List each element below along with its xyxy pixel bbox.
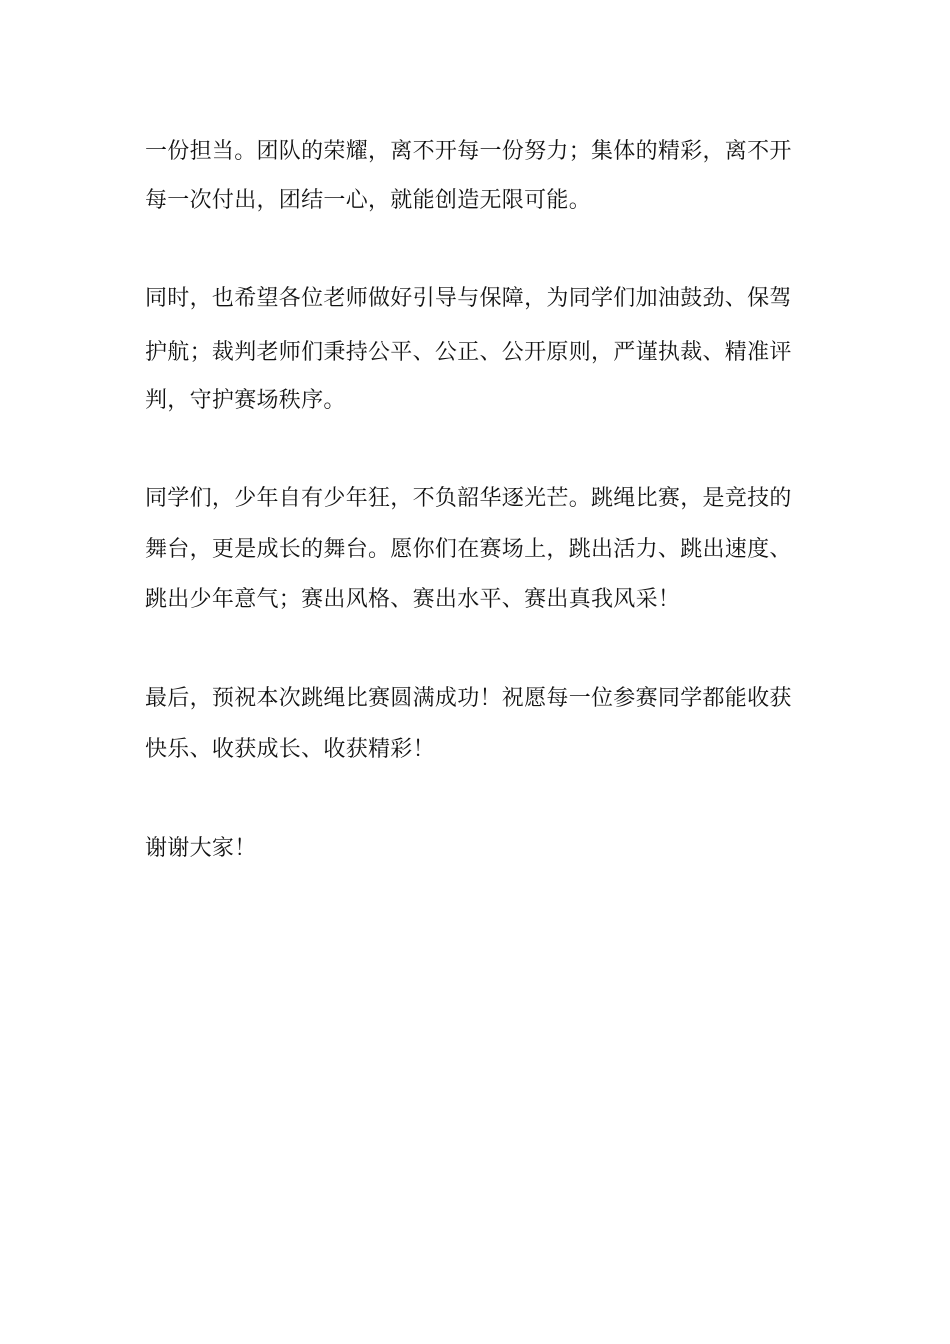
- paragraph-line: 舞台，更是成长的舞台。愿你们在赛场上，跳出活力、跳出速度、: [145, 537, 792, 562]
- paragraph-line: 最后，预祝本次跳绳比赛圆满成功！祝愿每一位参赛同学都能收获: [145, 686, 792, 711]
- paragraph-line: 快乐、收获成长、收获精彩！: [145, 737, 435, 762]
- paragraph-line: 谢谢大家！: [145, 836, 257, 861]
- paragraph-line: 同学们，少年自有少年狂，不负韶华逐光芒。跳绳比赛，是竞技的: [145, 486, 792, 511]
- paragraph-line: 跳出少年意气；赛出风格、赛出水平、赛出真我风采！: [145, 587, 681, 612]
- paragraph-line: 同时，也希望各位老师做好引导与保障，为同学们加油鼓劲、保驾: [145, 286, 792, 311]
- paragraph-line: 护航；裁判老师们秉持公平、公正、公开原则，严谨执裁、精准评: [145, 340, 792, 365]
- paragraph-line: 判，守护赛场秩序。: [145, 388, 346, 413]
- paragraph-line: 一份担当。团队的荣耀，离不开每一份努力；集体的精彩，离不开: [145, 139, 792, 164]
- paragraph-line: 每一次付出，团结一心，就能创造无限可能。: [145, 188, 592, 213]
